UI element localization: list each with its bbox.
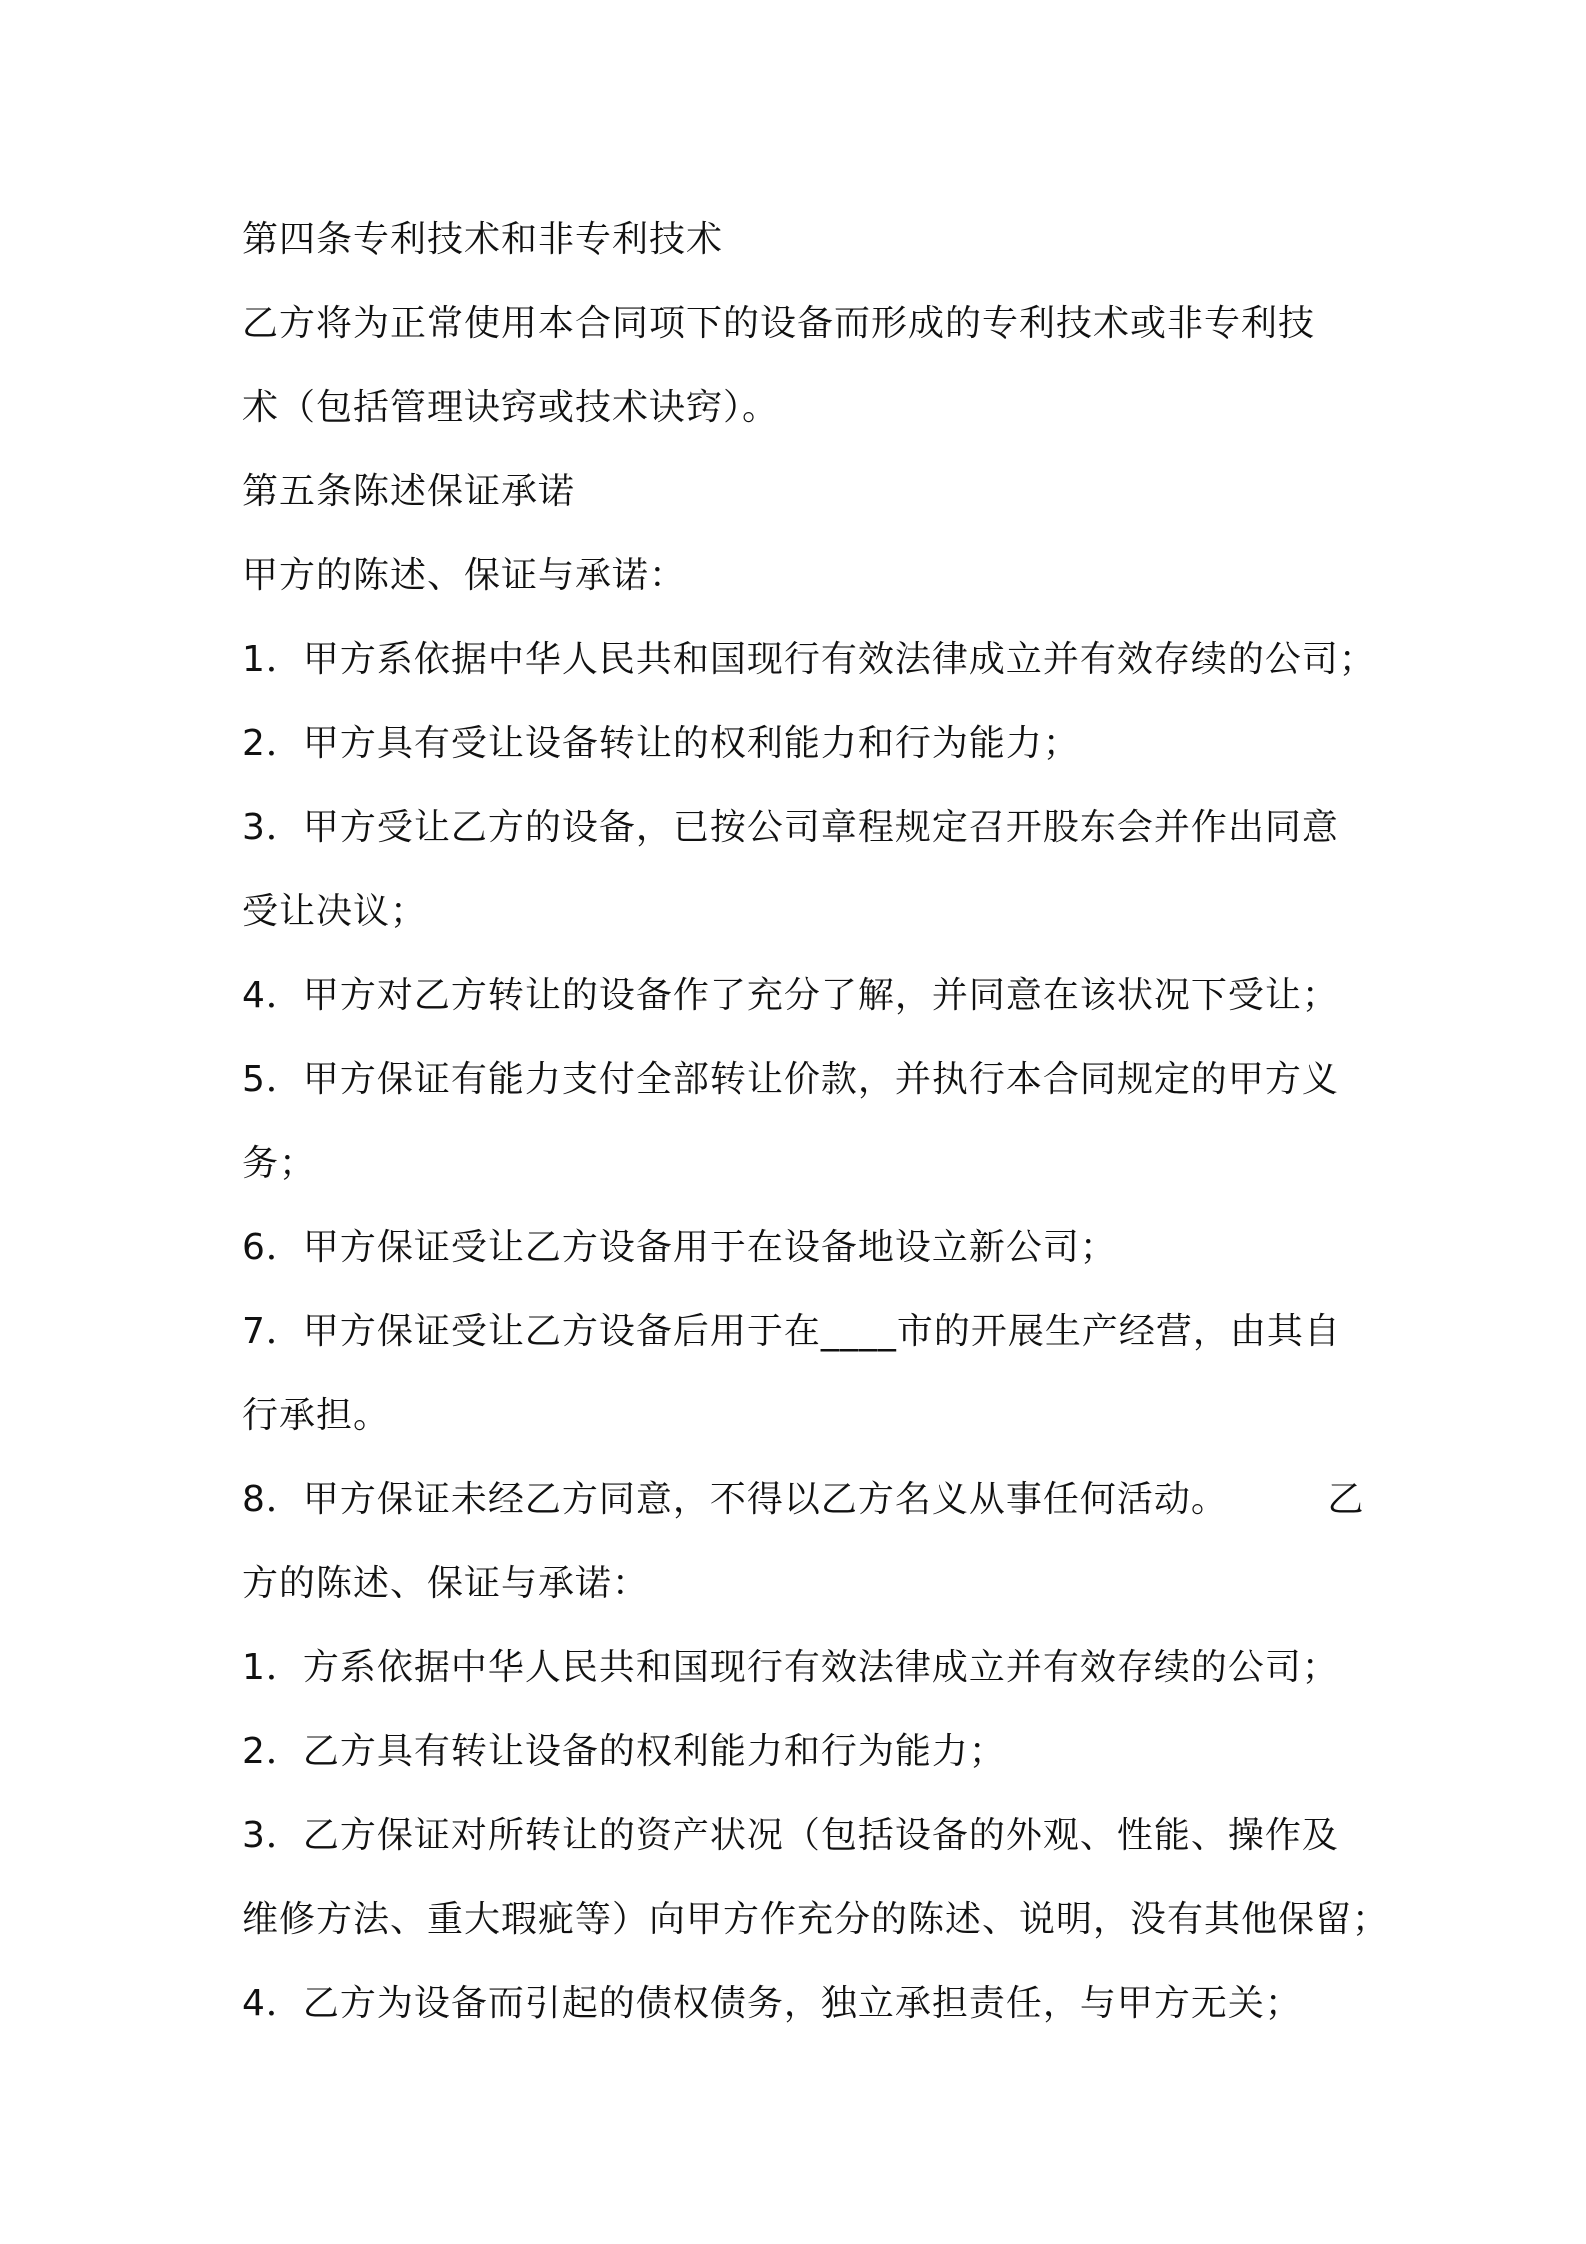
article-5-heading: 第五条陈述保证承诺 <box>242 471 576 512</box>
list-item: 7．甲方保证受让乙方设备后用于在____市的开展生产经营，由其自 <box>242 1311 1341 1352</box>
list-item: 1．方系依据中华人民共和国现行有效法律成立并有效存续的公司； <box>242 1647 1339 1688</box>
list-item: 6．甲方保证受让乙方设备用于在设备地设立新公司； <box>242 1227 1117 1268</box>
party-b-subheading: 方的陈述、保证与承诺： <box>242 1563 650 1604</box>
list-item: 8．甲方保证未经乙方同意，不得以乙方名义从事任何活动。 乙 <box>242 1479 1365 1520</box>
document-page <box>242 198 1390 2046</box>
list-item: 4．乙方为设备而引起的债权债务，独立承担责任，与甲方无关； <box>242 1983 1302 2024</box>
list-item-continuation: 行承担。 <box>242 1395 391 1436</box>
list-item-continuation: 务； <box>242 1143 317 1184</box>
party-a-subheading: 甲方的陈述、保证与承诺： <box>242 555 687 596</box>
list-item: 3．乙方保证对所转让的资产状况（包括设备的外观、性能、操作及 <box>242 1815 1339 1856</box>
list-item-continuation: 受让决议； <box>242 891 428 932</box>
article-4-heading: 第四条专利技术和非专利技术 <box>242 219 724 260</box>
paragraph-line: 乙方将为正常使用本合同项下的设备而形成的专利技术或非专利技 <box>242 303 1316 344</box>
list-item: 1．甲方系依据中华人民共和国现行有效法律成立并有效存续的公司； <box>242 639 1376 680</box>
list-item: 2．乙方具有转让设备的权利能力和行为能力； <box>242 1731 1006 1772</box>
list-item: 4．甲方对乙方转让的设备作了充分了解，并同意在该状况下受让； <box>242 975 1339 1016</box>
list-item-continuation: 维修方法、重大瑕疵等）向甲方作充分的陈述、说明，没有其他保留； <box>242 1899 1390 1940</box>
list-item: 5．甲方保证有能力支付全部转让价款，并执行本合同规定的甲方义 <box>242 1059 1339 1100</box>
paragraph-line: 术（包括管理诀窍或技术诀窍）。 <box>242 387 780 428</box>
list-item: 3．甲方受让乙方的设备，已按公司章程规定召开股东会并作出同意 <box>242 807 1339 848</box>
list-item: 2．甲方具有受让设备转让的权利能力和行为能力； <box>242 723 1080 764</box>
